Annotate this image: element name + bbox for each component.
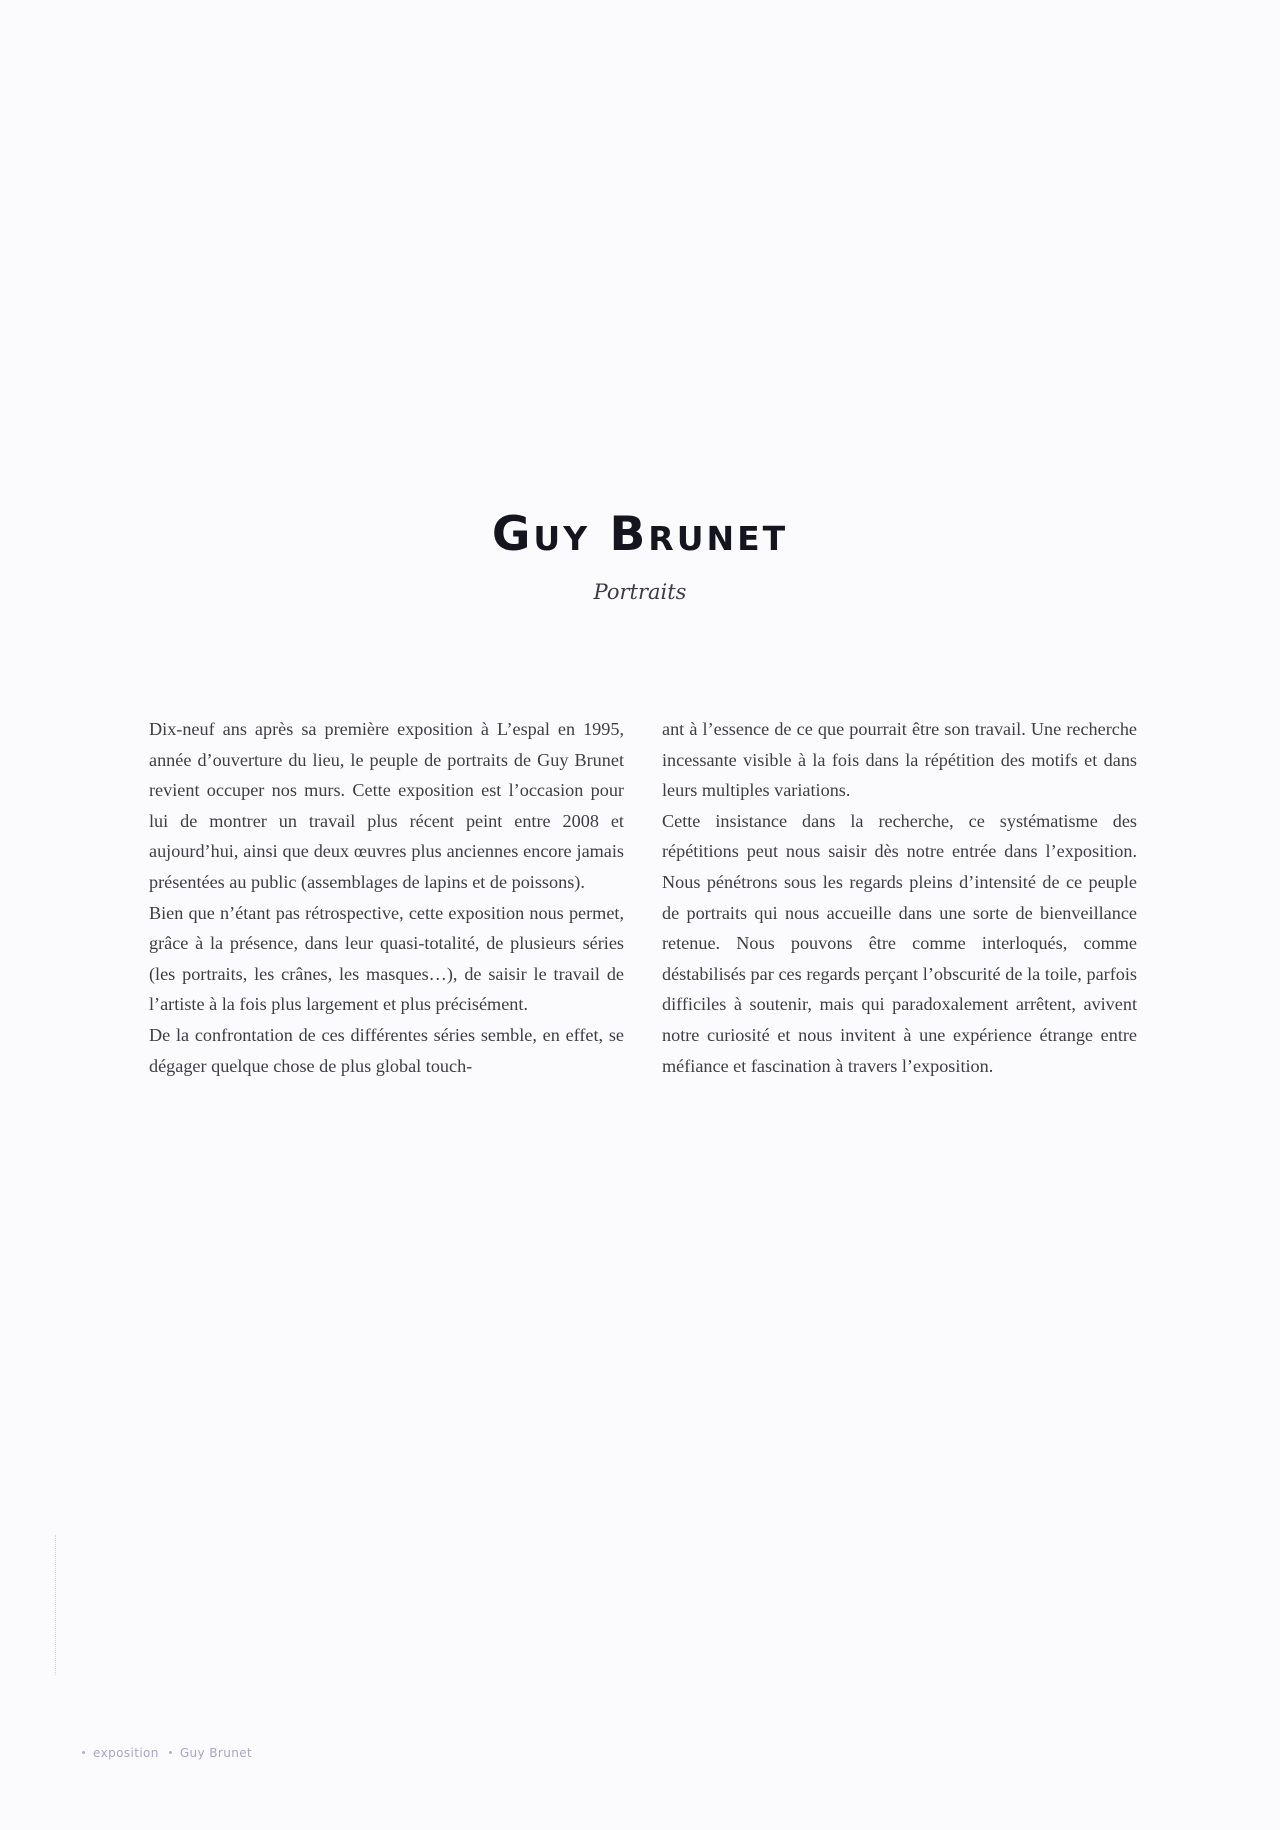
page-title: Guy Brunet	[491, 507, 789, 562]
footer-section: exposition	[93, 1746, 159, 1760]
page-header	[0, 505, 1280, 607]
page-footer	[82, 1746, 252, 1760]
right-column	[662, 714, 1137, 1081]
paragraph: De la confrontation de ces différentes séries semble, en effet, se dégager quelque chose de plus global touch-	[149, 1024, 624, 1076]
left-column	[149, 714, 624, 1081]
paragraph: Bien que n’étant pas rétrospective, cette exposition nous permet, grâce à la présence, dans leur quasi-totalité, de plusieurs séries (les portraits, les crânes, les masques…), de saisir le travail de l’artiste à la fois plus largement et plus précisément.	[149, 902, 624, 1015]
bullet-icon	[169, 1751, 172, 1754]
article-body	[149, 714, 1137, 1081]
paragraph: Dix-neuf ans après sa première exposition à L’espal en 1995, année d’ouverture du lieu, le peuple de portraits de Guy Brunet revient occuper nos murs. Cette exposition est l’occasion pour lui de montrer un travail plus récent peint entre 2008 et aujourd’hui, ainsi que deux œuvres plus anciennes encore jamais présentées au public (assemblages de lapins et de poissons).	[149, 719, 624, 892]
bullet-icon	[82, 1751, 85, 1754]
paragraph: Cette insistance dans la recherche, ce systématisme des répétitions peut nous saisir dès notre entrée dans l’exposition. Nous pénétrons sous les regards pleins d’intensité de ce peuple de portraits qui nous accueille dans une sorte de bienveillance retenue. Nous pouvons être comme interloqués, comme déstabilisés par ces regards perçant l’obscurité de la toile, parfois difficiles à soutenir, mais qui paradoxalement arrêtent, avivent notre curiosité et nous invitent à une expérience étrange entre méfiance et fascination à travers l’exposition.	[662, 810, 1137, 1076]
paragraph: ant à l’essence de ce que pourrait être son travail. Une recherche incessante visible à la fois dans la répétition des motifs et dans leurs multiples variations.	[662, 719, 1137, 801]
margin-dotted-line	[55, 1535, 58, 1675]
page-subtitle: Portraits	[593, 580, 687, 604]
footer-name: Guy Brunet	[179, 1746, 253, 1760]
